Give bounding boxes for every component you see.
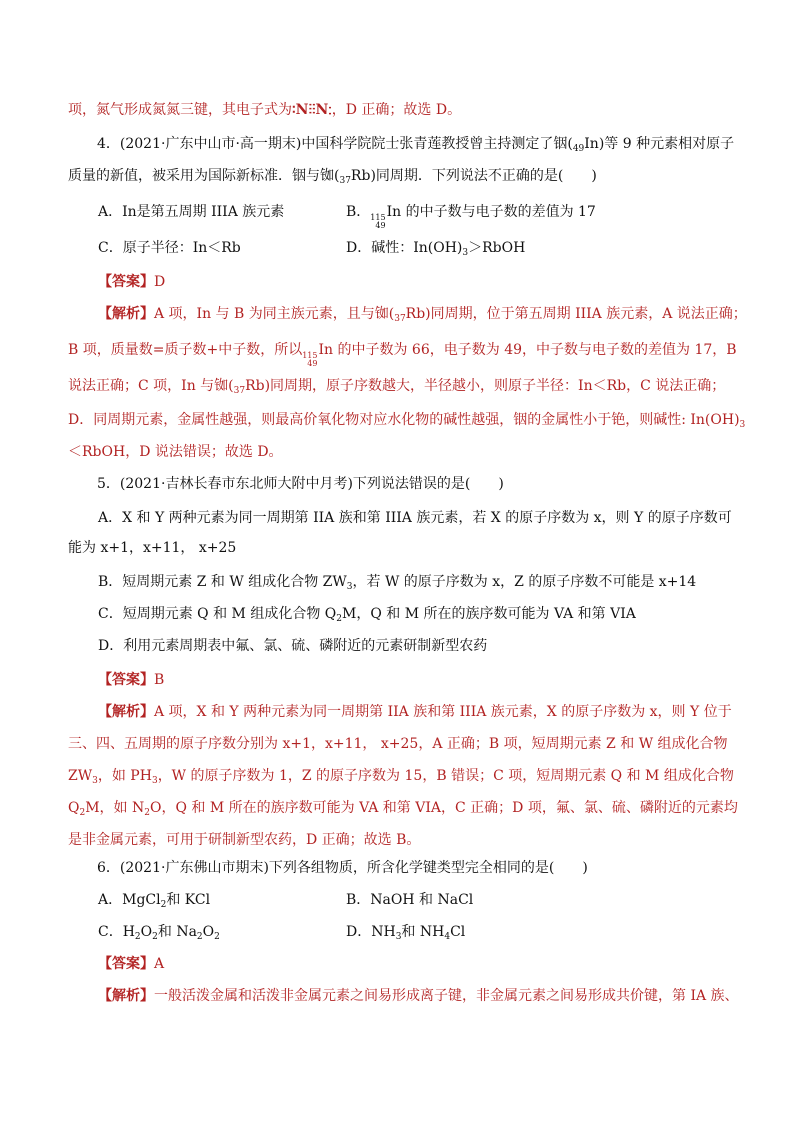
q6-option-b: B．NaOH 和 NaCl [346, 892, 474, 908]
q4-explanation-line5: ＜RbOH，D 说法错误；故选 D。 [68, 444, 283, 460]
q5-explanation-line1: 【解析】A 项，X 和 Y 两种元素为同一周期第 IIA 族和第 IIIA 族元素，X 的原子序数为 x，则 Y 位于 [98, 704, 732, 720]
q5-explanation-line2: 三、四、五周期的原子序数分别为 x+1，x+11， x+25，A 正确；B 项，短周期元素 Z 和 W 组成化合物 [68, 736, 728, 752]
q4-stem-line1: 4．(2021·广东中山市·高一期末)中国科学院院士张青莲教授曾主持测定了铟$(_{49}In)$等 9 种元素相对原子 [97, 136, 735, 154]
q4-explanation-line2: B 项，质量数=质子数+中子数，所以 115 49 In 的中子数为 66，电子数为 49，中子数与电子数的差值为 17，B [68, 342, 737, 368]
q5-option-b: B．短周期元素 Z 和 W 组成化合物 $ZW_3$，若 W 的原子序数为 x，Z 的原子序数不可能是 x+14 [98, 574, 697, 592]
q5-option-a-line2: 能为 x+1，x+11， x+25 [68, 540, 237, 556]
q4-explanation-line1: 【解析】A 项，In 与 B 为同主族元素，且与铷$(_{37}Rb)$同周期，位于第五周期 IIIA 族元素，A 说法正确； [98, 306, 747, 324]
q6-answer: 【答案】A [98, 956, 165, 972]
q4-option-a: A．In是第五周期 IIIA 族元素 [98, 204, 285, 220]
q5-option-a-line1: A．X 和 Y 两种元素为同一周期第 IIA 族和第 IIIA 族元素，若 X 的原子序数为 x，则 Y 的原子序数可 [98, 510, 732, 526]
q5-stem: 5．(2021·吉林长春市东北师大附中月考)下列说法错误的是( ) [97, 476, 504, 492]
q6-stem: 6．(2021·广东佛山市期末)下列各组物质，所含化学键类型完全相同的是( ) [97, 860, 588, 876]
q5-explanation-line5: 是非金属元素，可用于研制新型农药，D 正确；故选 B。 [68, 832, 421, 848]
q4-option-c: C．原子半径：In＜Rb [98, 240, 241, 256]
q5-answer: 【答案】B [98, 672, 165, 688]
q5-explanation-line4: $Q_2M$，如 $N_2O$，Q 和 M 所在的族序数可能为 VA 和第 VIA，C 正确；D 项，氟、氯、硫、磷附近的元素均 [68, 800, 738, 818]
q4-option-b: B． 115 49 In 的中子数与电子数的差值为 17 [346, 204, 596, 230]
q4-option-d: D．碱性：$In(OH)_3>RbOH$ [346, 240, 526, 258]
q4-stem-line2: 质量的新值，被采用为国际新标准．铟与铷$(_{37}Rb)$同周期．下列说法不正确的是( ) [68, 168, 597, 186]
q5-option-c: C．短周期元素 Q 和 M 组成化合物 $Q_2M$，Q 和 M 所在的族序数可能为 VA 和第 VIA [98, 606, 636, 624]
q5-explanation-line3: $ZW_3$，如 $PH_3$，W 的原子序数为 1，Z 的原子序数为 15，B 错误；C 项，短周期元素 Q 和 M 组成化合物 [68, 768, 734, 786]
q5-option-d: D．利用元素周期表中氟、氯、硫、磷附近的元素研制新型农药 [98, 638, 488, 654]
q6-option-c: C．$H_2O_2$和 $Na_2O_2$ [98, 924, 220, 942]
q6-explanation-line1: 【解析】一般活泼金属和活泼非金属元素之间易形成离子键，非金属元素之间易形成共价键，第 IA 族、 [98, 988, 739, 1004]
q6-option-d: D．$NH_3$和 $NH_4Cl$ [346, 924, 466, 942]
q4-answer: 【答案】D [98, 274, 166, 290]
q4-explanation-line4: D．同周期元素，金属性越强，则最高价氧化物对应水化物的碱性越强，铟的金属性小于铯，则碱性: $In(OH)_3$ [68, 412, 746, 430]
q6-option-a: A．MgCl$_2$和 KCl [98, 892, 211, 910]
q4-explanation-line3: 说法正确；C 项，In 与铷$(_{37}Rb)$同周期，原子序数越大，半径越小，则原子半径：In＜Rb，C 说法正确； [68, 378, 726, 396]
prev-explanation-tail: 项，氮气形成氮氮三键，其电子式为∶N⫶⫶N∶，D 正确；故选 D。 [68, 102, 462, 118]
